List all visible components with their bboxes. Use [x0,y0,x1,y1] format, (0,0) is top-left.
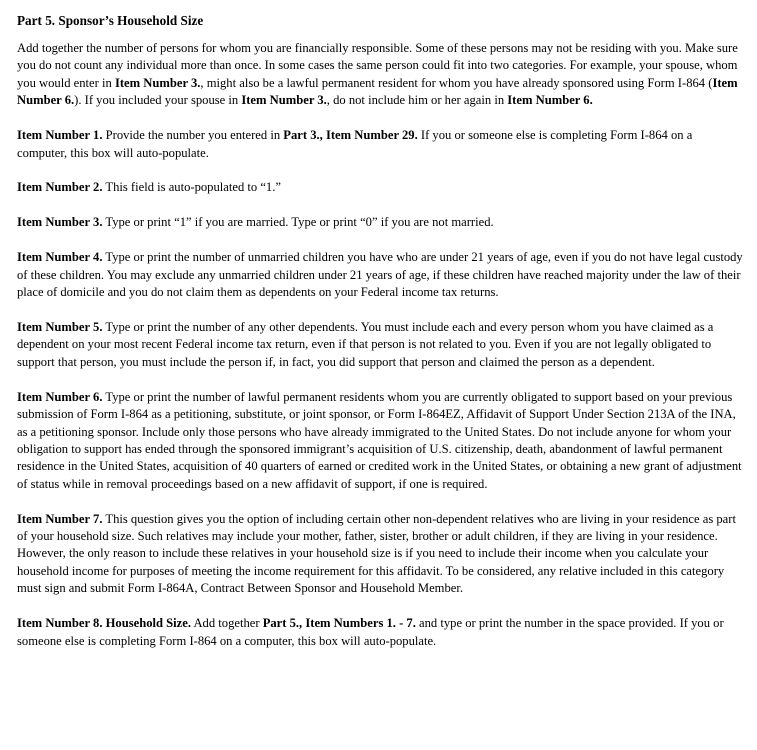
item-paragraph-2 [17,179,745,196]
text-run: Add together [190,616,263,631]
document-page [17,12,745,667]
text-run: and type or print the number in the space provided. If you or someone else is completing Form I-864 on a computer, this box will auto-populate. [17,616,724,648]
text-run: Type or print the number of unmarried children you have who are under 21 years of age, even if you do not have legal custody of these children. You may exclude any unmarried children under 21 years of age, if these children have reached majority under the law of their place of domicile and you do not claim them as dependents on your Federal income tax returns. [17,250,743,300]
text-run: ). If you included your spouse in [74,93,242,108]
text-run: , might also be a lawful permanent resident for whom you have already sponsored using Form I-864 ( [200,75,713,90]
bold-run: Part 3., Item Number 29. [283,128,418,143]
text-run: Add together the number of persons for whom you are financially responsible. Some of these persons may not be residing with you. Make sure you do not count any individual more than once. In some cases the same person could fit into two categories. For example, your spouse, whom you would enter in [17,41,738,90]
text-run: This field is auto-populated to “1.” [102,180,281,195]
bold-run: Part 5., Item Numbers 1. - 7. [262,616,416,631]
text-run: If you or someone else is completing Form I-864 on a computer, this box will auto-populate. [17,128,693,160]
text-run: Provide the number you entered in [102,128,284,143]
bold-run: Item Number 6. [507,93,593,108]
text-run: Type or print “1” if you are married. Type or print “0” if you are not married. [102,215,494,230]
bold-run: Item Number 6. [17,75,738,108]
intro-paragraph [17,40,745,110]
item-paragraph-5 [17,319,745,371]
text-run: Type or print the number of any other dependents. You must include each and every person whom you have claimed as a dependent on your most recent Federal income tax return, even if that person is not related to you. Even if you are not legally obligated to support that person, you must include the person if, in fact, you did support that person and claimed the person as a dependent. [17,319,714,369]
bold-run: Item Number 5. [17,319,103,334]
item-list [17,127,745,650]
bold-run: Item Number 3. [114,75,201,90]
bold-run: Item Number 3. [241,93,327,108]
text-run: Type or print the number of lawful permanent residents whom you are currently obligated to support based on your previous submission of Form I-864 as a petitioning, substitute, or joint sponsor, or Form I-864EZ, Affidavit of Support Under Section 213A of the INA, as a petitioning sponsor. Include only those persons who have already immigrated to the United States. Do not include anyone for whom your obligation to support has ended through the sponsored immigrant’s acquisition of U.S. citizenship, death, abandonment of lawful permanent residence in the United States, acquisition of 40 quarters of earned or credited work in the United States, or obtaining a new grant of adjustment of status while in removal proceedings based on a new affidavit of support, if one is required. [17,389,742,491]
bold-run: Item Number 3. [17,215,103,230]
bold-run: Item Number 7. [17,511,103,526]
item-paragraph-1 [17,127,745,162]
section-title: Part 5. Sponsor’s Household Size [17,13,204,28]
item-paragraph-8 [17,615,745,650]
item-paragraph-6 [17,389,745,493]
bold-run: Item Number 1. [17,128,103,143]
bold-run: Item Number 4. [17,250,103,265]
item-paragraph-4 [17,249,745,301]
bold-run: Item Number 2. [17,180,103,195]
bold-run: Item Number 6. [17,389,103,404]
item-paragraph-7 [17,511,745,598]
text-run: This question gives you the option of including certain other non-dependent relatives who are living in your residence as part of your household size. Such relatives may include your mother, father, sister, brother or adult children, if they are living in your residence. However, the only reason to include these relatives in your household size is if you need to include their income when you calculate your household income for purposes of meeting the income requirement for this affidavit. To be considered, any relative included in this category must sign and submit Form I-864A, Contract Between Sponsor and Household Member. [17,511,736,596]
text-run: , do not include him or her again in [326,93,508,108]
bold-run: Item Number 8. Household Size. [17,616,191,631]
item-paragraph-3 [17,214,745,231]
